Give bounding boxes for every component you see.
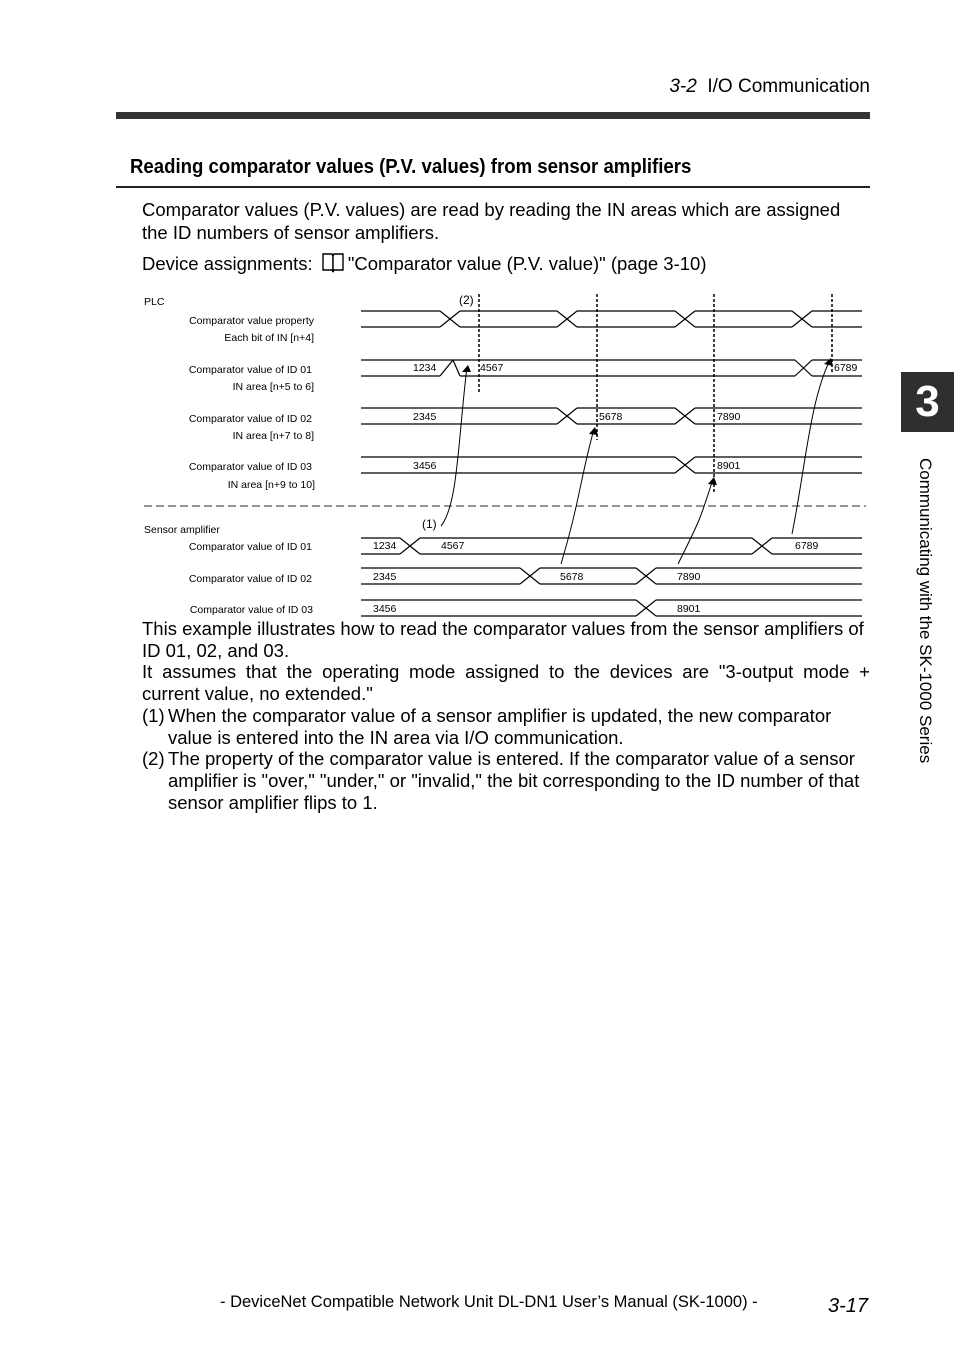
sampling-markers [479, 294, 832, 492]
list-item-number: (2) [142, 748, 165, 770]
sensor-signal-id01-trace [361, 538, 862, 554]
explanation-paragraph: current value, no extended." [142, 683, 373, 705]
plc-label: PLC [144, 296, 165, 308]
signal-value: 3456 [373, 603, 397, 615]
signal-value: 2345 [373, 571, 397, 583]
timing-diagram [140, 290, 870, 620]
section-number: 3-2 [669, 76, 697, 97]
signal-value: 4567 [441, 540, 465, 552]
sensor-signal-id03-name: Comparator value of ID 03 [189, 604, 313, 616]
footer-manual-title: - DeviceNet Compatible Network Unit DL-DN1 User’s Manual (SK-1000) - [220, 1293, 758, 1311]
update-arrows [441, 360, 830, 564]
explanation-text [142, 618, 870, 813]
header-rule [116, 112, 870, 119]
heading-rule [116, 186, 870, 188]
list-item-text: When the comparator value of a sensor amplifier is updated, the new comparator value is entered into the IN area via I/O communication. [168, 704, 832, 748]
plc-signal-id02-area: IN area [n+7 to 8] [232, 430, 314, 442]
marker-1: (1) [422, 517, 437, 531]
explanation-paragraph: It assumes that the operating mode assigned to the devices are "3-output mode + [142, 661, 870, 683]
signal-value: 8901 [717, 460, 741, 472]
plc-signal-property-trace [361, 311, 862, 327]
plc-signal-id01-name: Comparator value of ID 01 [188, 364, 312, 376]
list-item-number: (1) [142, 704, 165, 726]
plc-signal-id01-area: IN area [n+5 to 6] [232, 381, 314, 393]
plc-signal-property-area: Each bit of IN [n+4] [224, 332, 314, 344]
section-title: I/O Communication [707, 76, 870, 97]
signal-value: 7890 [677, 571, 701, 583]
signal-value: 2345 [413, 411, 437, 423]
signal-value: 5678 [599, 411, 623, 423]
chapter-tab: 3 [901, 372, 954, 432]
device-assignments-reference: "Comparator value (P.V. value)" (page 3-10) [347, 253, 707, 274]
plc-signal-property-name: Comparator value property [189, 315, 314, 327]
plc-signal-id03-name: Comparator value of ID 03 [188, 461, 312, 473]
signal-value: 4567 [480, 362, 504, 374]
signal-value: 7890 [717, 411, 741, 423]
signal-value: 1234 [373, 540, 397, 552]
list-item [142, 705, 870, 748]
explanation-paragraph: This example illustrates how to read the comparator values from the sensor amplifiers of ID 01, 02, and 03. [142, 618, 864, 661]
signal-value: 5678 [560, 571, 584, 583]
signal-value: 6789 [834, 362, 858, 374]
page-number: 3-17 [828, 1295, 869, 1317]
intro-paragraph: Comparator values (P.V. values) are read by reading the IN areas which are assigned the ID numbers of sensor amplifiers. [142, 199, 841, 243]
signal-value: 6789 [795, 540, 819, 552]
list-item [142, 748, 870, 813]
plc-signal-id02-name: Comparator value of ID 02 [188, 413, 312, 425]
signal-value: 1234 [413, 362, 437, 374]
sensor-signal-id03-trace [361, 600, 862, 616]
page-heading: Reading comparator values (P.V. values) from sensor amplifiers [130, 156, 692, 178]
sensor-amplifier-label: Sensor amplifier [144, 524, 220, 536]
device-assignments-label: Device assignments: [142, 253, 313, 274]
signal-value: 3456 [413, 460, 437, 472]
sensor-signal-id01-name: Comparator value of ID 01 [188, 541, 312, 553]
book-icon [321, 251, 345, 278]
marker-2: (2) [459, 293, 474, 307]
sensor-signal-id02-name: Comparator value of ID 02 [188, 573, 312, 585]
list-item-text: The property of the comparator value is entered. If the comparator value of a sensor amplifier is "over," "under," or "invalid," the bit corresponding to the ID number of that sensor amplifier flips to 1. [168, 748, 860, 813]
plc-signal-id03-area: IN area [n+9 to 10] [227, 479, 315, 491]
sensor-signal-id02-trace [361, 568, 862, 584]
signal-value: 8901 [677, 603, 701, 615]
section-header [650, 76, 870, 98]
chapter-title: Communicating with the SK-1000 Series [916, 458, 935, 764]
device-assignments-line [142, 251, 870, 278]
